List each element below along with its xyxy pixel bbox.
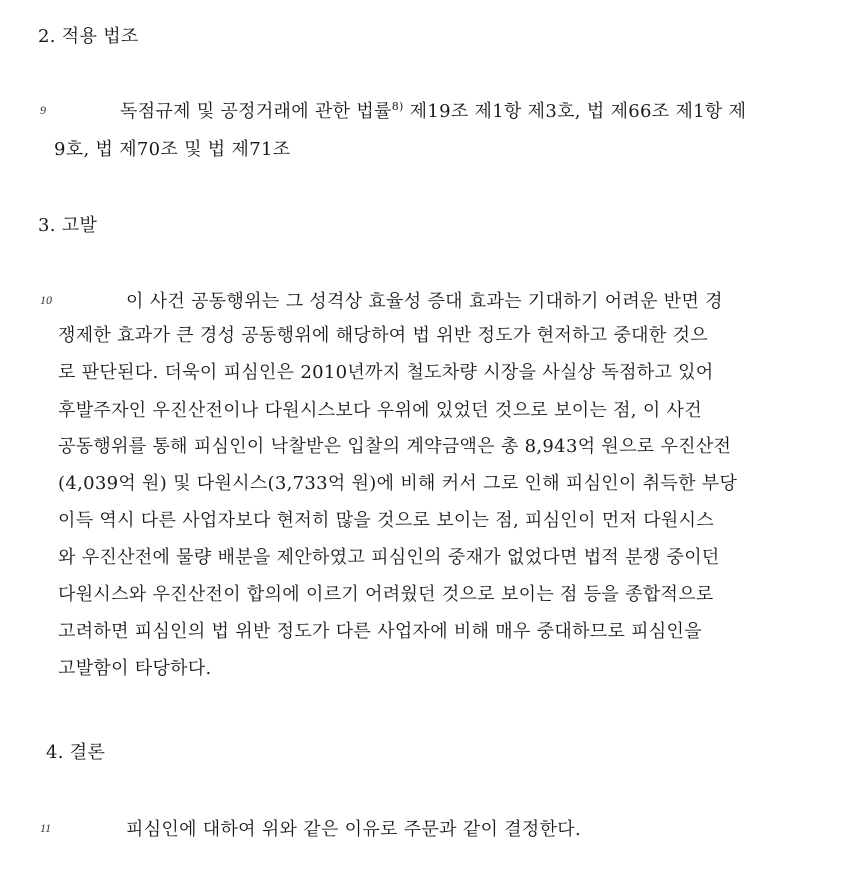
footnote-marker[interactable]: 8)	[391, 100, 404, 113]
paragraph-line: 고려하면 피심인의 법 위반 정도가 다른 사업자에 비해 매우 중대하므로 피심인을	[58, 621, 702, 642]
paragraph-number: 10	[40, 293, 52, 307]
paragraph-number: 11	[40, 821, 52, 835]
paragraph-line: 후발주자인 우진산전이나 다원시스보다 우위에 있었던 것으로 보이는 점, 이 사건	[58, 400, 702, 421]
paragraph-line: 공동행위를 통해 피심인이 낙찰받은 입찰의 계약금액은 총 8,943억 원으로 우진산전	[58, 436, 732, 457]
paragraph-line: 로 판단된다. 더욱이 피심인은 2010년까지 철도차량 시장을 사실상 독점하고 있어	[58, 362, 714, 383]
paragraph-number: 9	[40, 103, 46, 117]
paragraph-line: 와 우진산전에 물량 배분을 제안하였고 피심인의 중재가 없었다면 법적 분쟁 중이던	[58, 547, 720, 568]
section-heading-applicable-law: 2. 적용 법조	[38, 26, 139, 47]
paragraph-line: 9호, 법 제70조 및 법 제71조	[54, 139, 291, 160]
paragraph-line: 이득 역시 다른 사업자보다 현저히 많을 것으로 보이는 점, 피심인이 먼저 다원시스	[58, 510, 714, 531]
section-heading-complaint: 3. 고발	[38, 215, 98, 236]
paragraph-line: 쟁제한 효과가 큰 경성 공동행위에 해당하여 법 위반 정도가 현저하고 중대한 것으	[58, 325, 708, 346]
paragraph-line: 이 사건 공동행위는 그 성격상 효율성 증대 효과는 기대하기 어려운 반면 경	[126, 291, 723, 312]
paragraph-line	[120, 97, 746, 123]
law-name-text: 독점규제 및 공정거래에 관한 법률	[120, 101, 392, 122]
section-heading-conclusion: 4. 결론	[46, 742, 106, 763]
paragraph-line: 고발함이 타당하다.	[58, 658, 212, 679]
law-articles-text: 제19조 제1항 제3호, 법 제66조 제1항 제	[403, 101, 747, 122]
paragraph-line: 다원시스와 우진산전이 합의에 이르기 어려웠던 것으로 보이는 점 등을 종합적으로	[58, 584, 714, 605]
paragraph-line: (4,039억 원) 및 다원시스(3,733억 원)에 비해 커서 그로 인해 피심인이 취득한 부당	[58, 473, 738, 494]
paragraph-line: 피심인에 대하여 위와 같은 이유로 주문과 같이 결정한다.	[126, 819, 581, 840]
